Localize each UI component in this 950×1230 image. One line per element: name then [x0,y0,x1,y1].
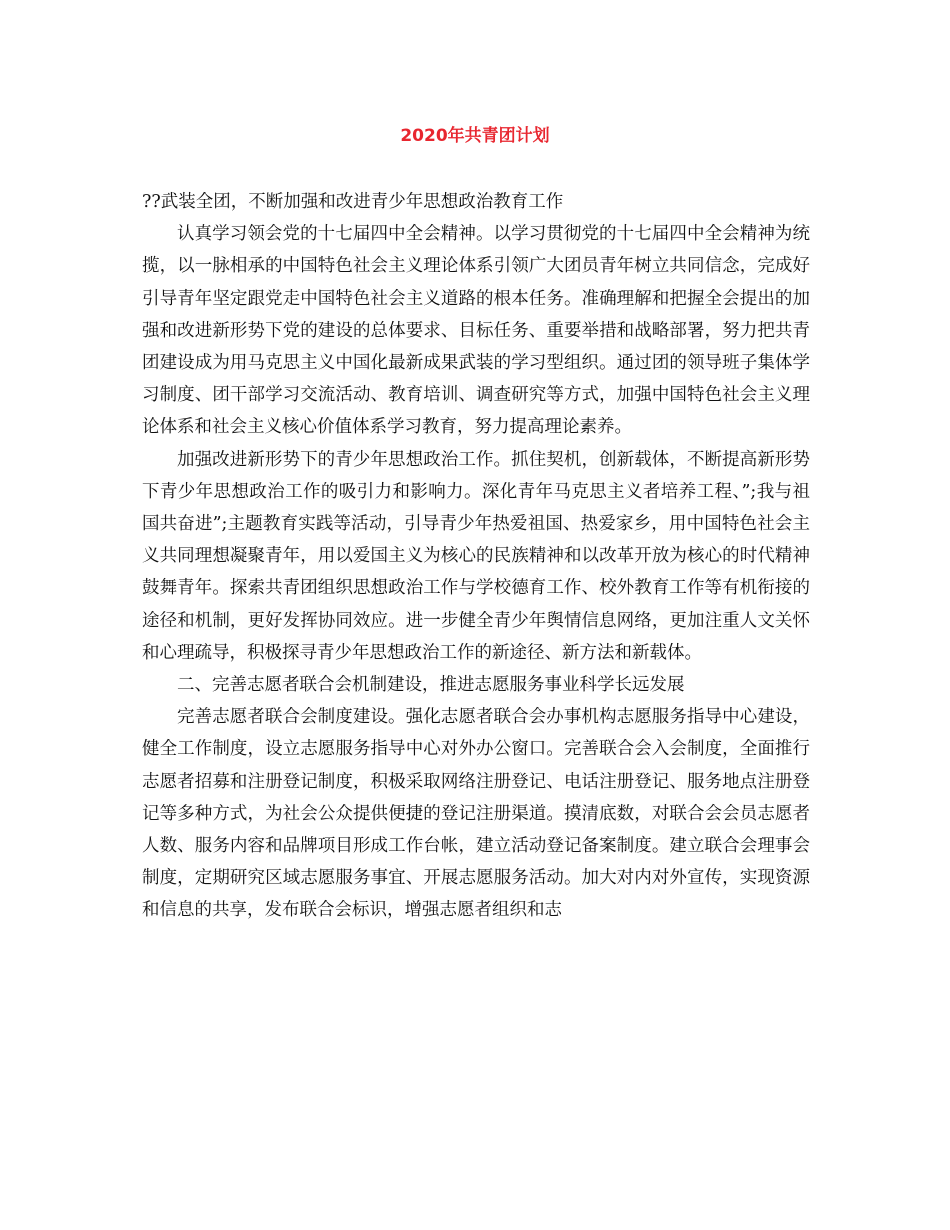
section-heading-paragraph: 二、完善志愿者联合会机制建设，推进志愿服务事业科学长远发展 [177,675,685,696]
section-heading-paragraph: ??武装全团，不断加强和改进青少年思想政治教育工作 [142,192,564,212]
body-paragraph: 完善志愿者联合会制度建设。强化志愿者联合会办事机构志愿服务指导中心建设，健全工作制度，设立志愿服务指导中心对外办公窗口。完善联合会入会制度，全面推行志愿者招募和注册登记制度，积极采取网络注册登记、电话注册登记、服务地点注册登记等多种方式，为社会公众提供便捷的登记注册渠道。摸清底数，对联合会会员志愿者人数、服务内容和品牌项目形成工作台帐，建立活动登记备案制度。建立联合会理事会制度，定期研究区域志愿服务事宜、开展志愿服务活动。加大对内对外宣传，实现资源和信息的共享，发布联合会标识，增强志愿者组织和志 [142,707,810,921]
document-body [142,186,810,927]
body-paragraph: 认真学习领会党的十七届四中全会精神。以学习贯彻党的十七届四中全会精神为统揽，以一脉相承的中国特色社会主义理论体系引领广大团员青年树立共同信念，完成好引导青年坚定跟党走中国特色社会主义道路的根本任务。准确理解和把握全会提出的加强和改进新形势下党的建设的总体要求、目标任务、重要举措和战略部署，努力把共青团建设成为用马克思主义中国化最新成果武装的学习型组织。通过团的领导班子集体学习制度、团干部学习交流活动、教育培训、调查研究等方式，加强中国特色社会主义理论体系和社会主义核心价值体系学习教育，努力提高理论素养。 [142,224,810,438]
document-title: 2020年共青团计划 [400,126,550,146]
body-paragraph: 加强改进新形势下的青少年思想政治工作。抓住契机，创新载体，不断提高新形势下青少年思想政治工作的吸引力和影响力。深化青年马克思主义者培养工程、”;我与祖国共奋进”;主题教育实践等活动，引导青少年热爱祖国、热爱家乡，用中国特色社会主义共同理想凝聚青年，用以爱国主义为核心的民族精神和以改革开放为核心的时代精神鼓舞青年。探索共青团组织思想政治工作与学校德育工作、校外教育工作等有机衔接的途径和机制，更好发挥协同效应。进一步健全青少年舆情信息网络，更加注重人文关怀和心理疏导，积极探寻青少年思想政治工作的新途径、新方法和新载体。 [142,449,810,663]
